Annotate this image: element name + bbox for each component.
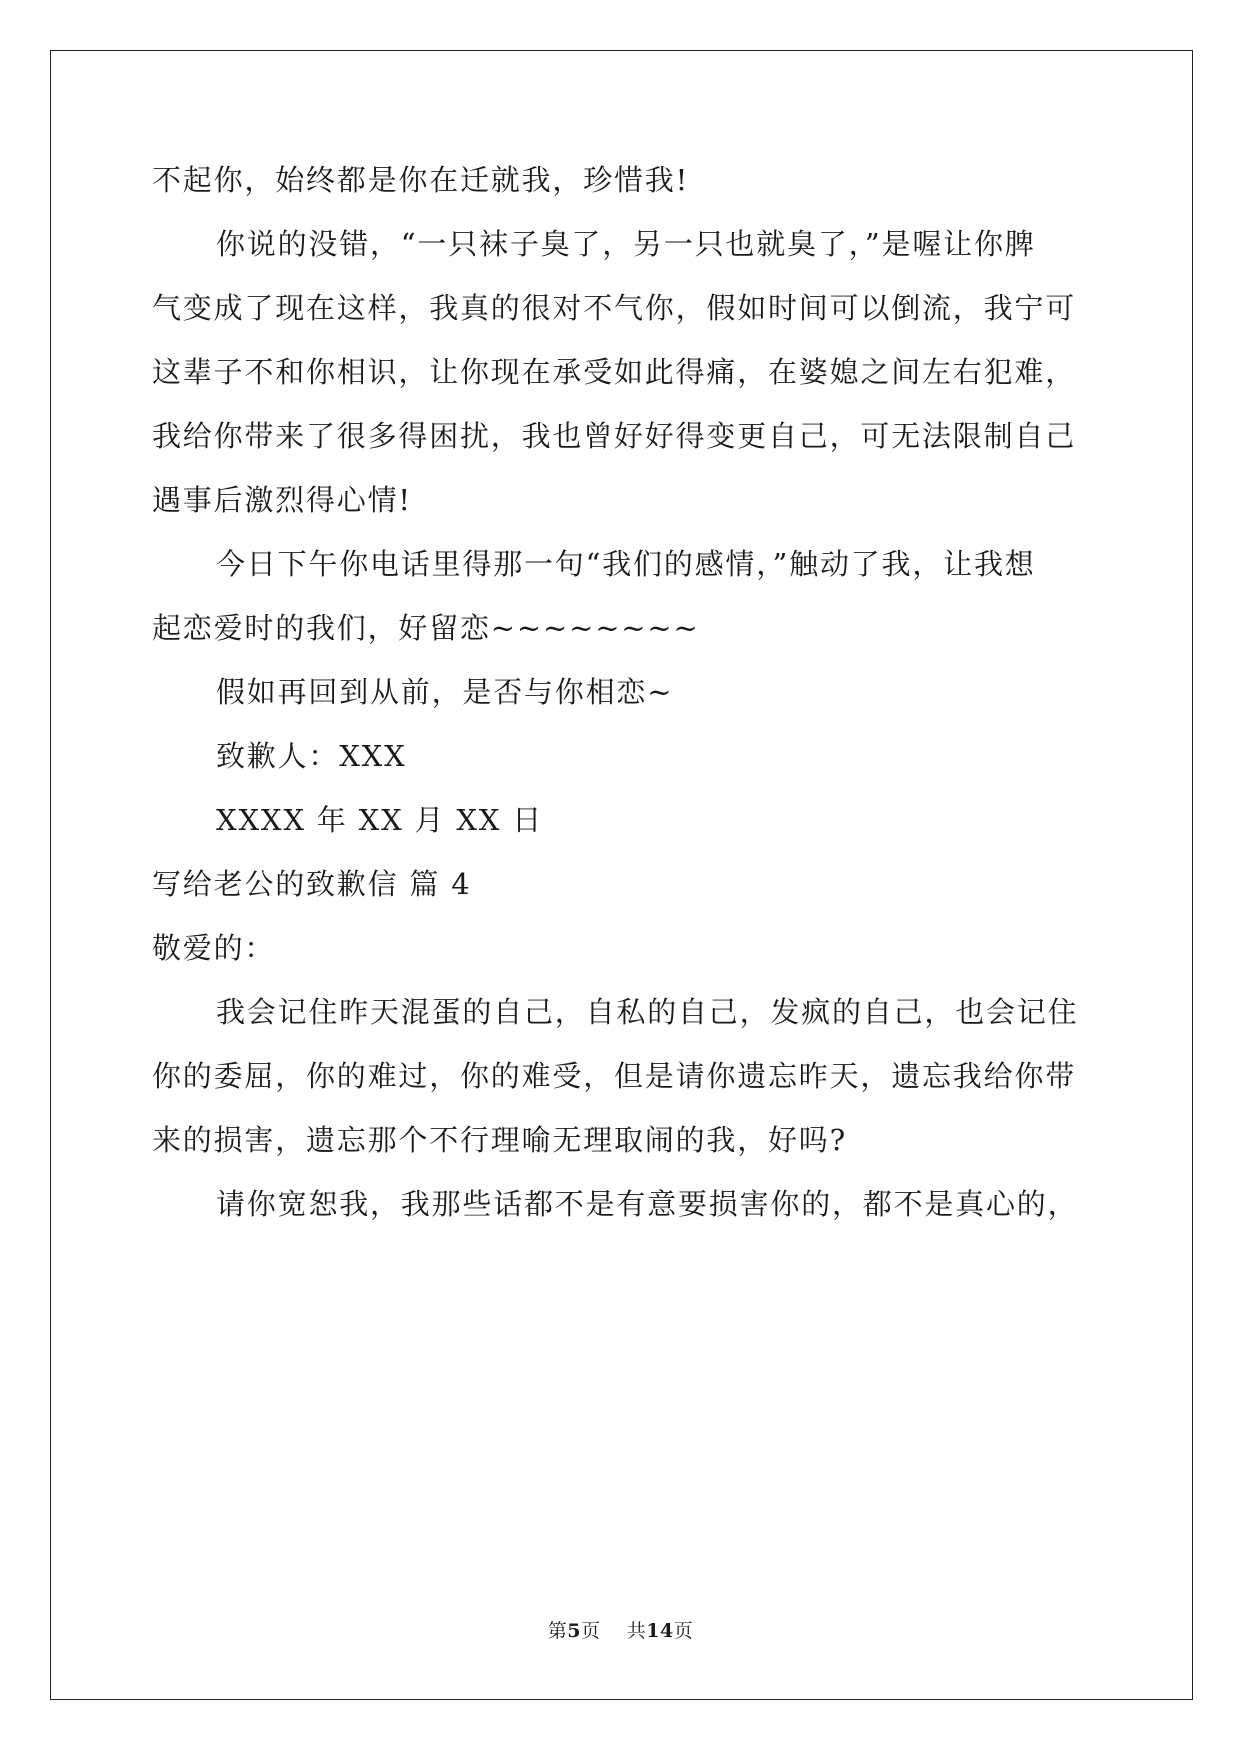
- document-body: [152, 148, 1087, 1236]
- footer-prefix: 第: [547, 1620, 568, 1642]
- page-footer: [0, 1616, 1241, 1643]
- current-page-number: 5: [567, 1620, 582, 1642]
- text-line: 今日下午你电话里得那一句“我们的感情，”触动了我，让我想: [216, 547, 1036, 581]
- section-heading: 写给老公的致歉信 篇 4: [152, 867, 472, 901]
- text-line: 这辈子不和你相识，让你现在承受如此得痛，在婆媳之间左右犯难，: [152, 355, 1077, 389]
- footer-page-suffix: 页: [581, 1620, 601, 1642]
- text-line: 气变成了现在这样，我真的很对不气你，假如时间可以倒流，我宁可: [152, 291, 1077, 325]
- text-line: 不起你，始终都是你在迁就我，珍惜我!: [152, 163, 690, 197]
- text-line: 起恋爱时的我们，好留恋~~~~~~~~: [152, 611, 700, 645]
- signature-line: 致歉人：XXX: [216, 739, 407, 773]
- footer-total-prefix: 共: [626, 1620, 647, 1642]
- text-line: 我给你带来了很多得困扰，我也曾好好得变更自己，可无法限制自己: [152, 419, 1077, 453]
- footer-total-suffix: 页: [673, 1620, 694, 1642]
- text-line: 我会记住昨天混蛋的自己，自私的自己，发疯的自己，也会记住: [216, 995, 1079, 1029]
- text-line: 来的损害，遗忘那个不行理喻无理取闹的我，好吗?: [152, 1123, 847, 1157]
- text-line: 你说的没错，“一只袜子臭了，另一只也就臭了，”是喔让你脾: [216, 227, 1036, 261]
- text-line: 你的委屈，你的难过，你的难受，但是请你遗忘昨天，遗忘我给你带: [152, 1059, 1077, 1093]
- total-pages-number: 14: [646, 1620, 674, 1642]
- text-line: 遇事后激烈得心情!: [152, 483, 412, 517]
- salutation: 敬爱的：: [152, 931, 276, 965]
- date-line: XXXX 年 XX 月 XX 日: [216, 803, 544, 837]
- text-line: 请你宽恕我，我那些话都不是有意要损害你的，都不是真心的，: [216, 1187, 1079, 1221]
- text-line: 假如再回到从前，是否与你相恋~: [216, 675, 674, 709]
